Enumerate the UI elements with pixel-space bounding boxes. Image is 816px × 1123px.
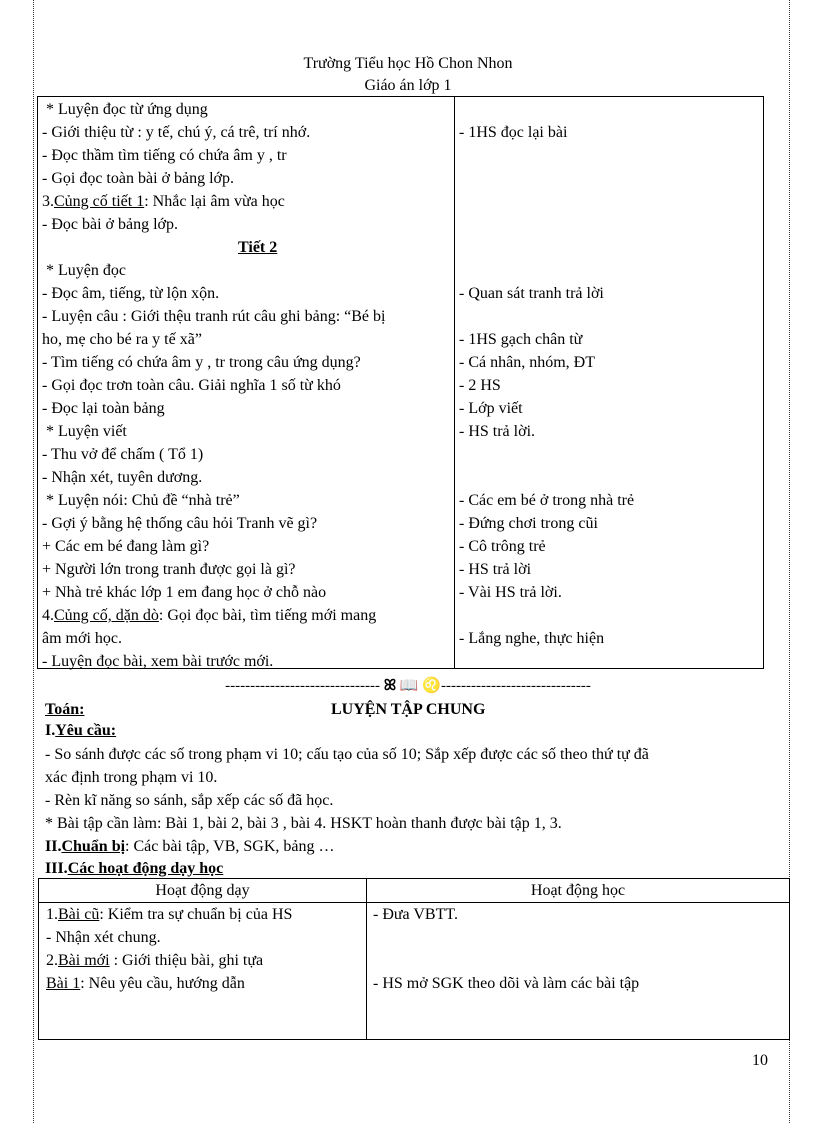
left-line: âm mới học. <box>42 630 122 647</box>
activities-table <box>38 878 790 1040</box>
left-line: * Luyện viết <box>46 423 127 440</box>
left-line: - Nhận xét, tuyên dương. <box>42 469 203 486</box>
left-line: - Luyện đọc bài, xem bài trước mới. <box>42 653 274 670</box>
right-line: - Cá nhân, nhóm, ĐT <box>459 354 595 371</box>
right-line: - HS trả lời <box>459 561 532 578</box>
left-line: - Đọc lại toàn bảng <box>42 400 165 417</box>
left-line: * Luyện nói: Chủ đề “nhà trẻ” <box>46 492 240 509</box>
section-activities-heading: III.Các hoạt động dạy học <box>45 860 224 877</box>
section-separator: ------------------------------- ꕤ 📖 ♌------------------------------ <box>225 678 591 694</box>
left-line: - Đọc thầm tìm tiếng có chứa âm y , tr <box>42 147 287 164</box>
consolidation-1-line: 3.Củng cố tiết 1: Nhắc lại âm vừa học <box>42 193 285 210</box>
plan-subtitle: Giáo án lớp 1 <box>364 77 452 94</box>
section-requirements-heading: I.Yêu cầu: <box>45 722 117 739</box>
period-2-heading: Tiết 2 <box>238 239 278 256</box>
left-line: ho, mẹ cho bé ra y tế xã” <box>42 331 202 348</box>
right-line: - Cô trông trẻ <box>459 538 546 555</box>
page-border-left <box>33 0 34 1123</box>
left-line: - Luyện câu : Giới thệu tranh rút câu ghi bảng: “Bé bị <box>42 308 386 325</box>
left-line: - Thu vở để chấm ( Tổ 1) <box>42 446 204 463</box>
right-line: - 2 HS <box>459 377 501 394</box>
right-line: - Lớp viết <box>459 400 523 417</box>
left-line: + Nhà trẻ khác lớp 1 em đang học ở chỗ nào <box>42 584 327 601</box>
right-line: - Vài HS trả lời. <box>459 584 562 601</box>
left-line: - Tìm tiếng có chứa âm y , tr trong câu ứng dụng? <box>42 354 361 371</box>
lesson-title: LUYỆN TẬP CHUNG <box>331 701 486 718</box>
left-line: - Gọi đọc toàn bài ở bảng lớp. <box>42 170 234 187</box>
requirement-line: xác định trong phạm vi 10. <box>45 769 218 786</box>
page-number: 10 <box>752 1052 768 1069</box>
header-rule <box>39 902 789 903</box>
left-line: - Đọc âm, tiếng, từ lộn xộn. <box>42 285 220 302</box>
section-preparation: II.Chuẩn bị: Các bài tập, VB, SGK, bảng … <box>45 838 335 855</box>
requirement-line: - So sánh được các số trong phạm vi 10; cấu tạo của số 10; Sắp xếp được các số theo thứ tự đã <box>45 746 649 763</box>
right-line: - Quan sát tranh trả lời <box>459 285 604 302</box>
subject-label: Toán: <box>45 701 85 718</box>
left-line: - Đọc bài ở bảng lớp. <box>42 216 178 233</box>
right-line: - Các em bé ở trong nhà trẻ <box>459 492 635 509</box>
activity-line: - Nhận xét chung. <box>46 929 161 946</box>
right-line: - Đứng chơi trong cũi <box>459 515 598 532</box>
learning-line: - Đưa VBTT. <box>373 906 458 923</box>
lesson-plan-table-1 <box>37 96 764 669</box>
school-name: Trường Tiểu học Hồ Chon Nhon <box>303 55 513 72</box>
column-divider <box>454 97 455 668</box>
activity-line: 1.Bài cũ: Kiểm tra sự chuẩn bị của HS <box>46 906 293 923</box>
right-line: - 1HS đọc lại bài <box>459 124 568 141</box>
right-line: - Lắng nghe, thực hiện <box>459 630 605 647</box>
left-line: + Các em bé đang làm gì? <box>42 538 210 555</box>
column-head-teaching: Hoạt động dạy <box>155 882 250 899</box>
left-line: - Gợi ý bằng hệ thống câu hỏi Tranh vẽ gì? <box>42 515 318 532</box>
right-line: - 1HS gạch chân từ <box>459 331 583 348</box>
column-divider <box>366 879 367 1039</box>
learning-line: - HS mở SGK theo dõi và làm các bài tập <box>373 975 640 992</box>
requirement-line: - Rèn kĩ năng so sánh, sắp xếp các số đã học. <box>45 792 334 809</box>
right-line: - HS trả lời. <box>459 423 536 440</box>
requirement-line: * Bài tập cần làm: Bài 1, bài 2, bài 3 , bài 4. HSKT hoàn thanh được bài tập 1, 3. <box>45 815 562 832</box>
left-line: - Gọi đọc trơn toàn câu. Giải nghĩa 1 số từ khó <box>42 377 341 394</box>
column-head-learning: Hoạt động học <box>530 882 626 899</box>
activity-line: 2.Bài mới : Giới thiệu bài, ghi tựa <box>46 952 264 969</box>
left-line: + Người lớn trong tranh được gọi là gì? <box>42 561 296 578</box>
left-line: - Giới thiệu từ : y tế, chú ý, cá trê, trí nhớ. <box>42 124 311 141</box>
left-line: * Luyện đọc <box>46 262 126 279</box>
ornament-icon: ꕤ 📖 ♌ <box>383 678 442 694</box>
activity-line: Bài 1: Nêu yêu cầu, hướng dẫn <box>46 975 245 992</box>
consolidation-4-line: 4.Củng cố, dặn dò: Gọi đọc bài, tìm tiếng mới mang <box>42 607 377 624</box>
left-line: * Luyện đọc từ ứng dụng <box>46 101 208 118</box>
